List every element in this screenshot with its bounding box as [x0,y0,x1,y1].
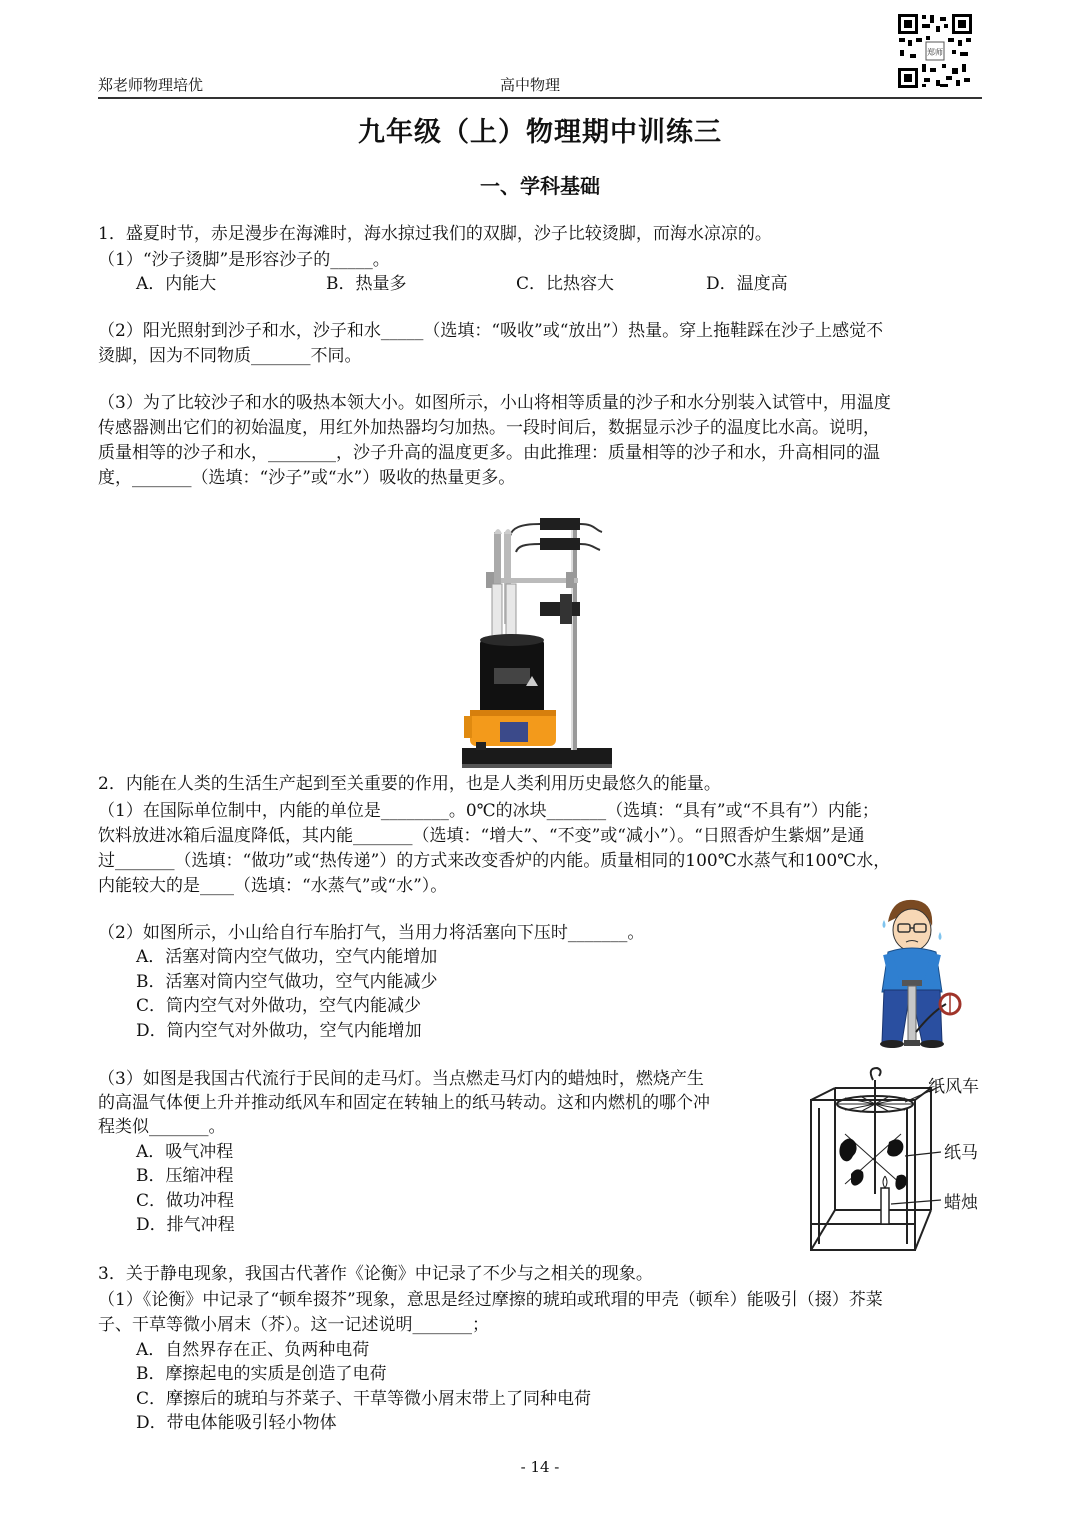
q2-part1-line3: 过_______（选填：“做功”或“热传递”）的方式来改变香炉的内能。质量相同的100℃水蒸气和100℃水， [98,851,891,871]
q3-option-a: A．自然界存在正、负两种电荷 [136,1340,370,1360]
q2-part3-option-c: C．做功冲程 [136,1191,235,1211]
q2-part2-option-b: B．活塞对筒内空气做功，空气内能减少 [136,972,438,992]
q3-part1-line1: （1）《论衡》中记录了“顿牟掇芥”现象，意思是经过摩擦的琥珀或玳瑁的甲壳（顿牟）能吸引（掇）芥菜 [98,1290,883,1310]
page-number: - 14 - [520,1458,560,1476]
header-left: 郑老师物理培优 [98,76,204,94]
svg-text:郑师: 郑师 [927,48,943,57]
q2-part2-option-d: D．筒内空气对外做功，空气内能增加 [136,1021,422,1041]
q1-part3-line2: 传感器测出它们的初始温度，用红外加热器均匀加热。一段时间后，数据显示沙子的温度比水高。说明， [98,418,880,438]
header-center: 高中物理 [500,76,561,94]
q1-part3-line1: （3）为了比较沙子和水的吸热本领大小。如图所示，小山将相等质量的沙子和水分别装入试管中，用温度 [98,393,891,413]
lantern-figure [805,1064,945,1252]
lantern-label-windmill: 纸风车 [928,1077,979,1097]
heater-apparatus-figure [460,510,620,772]
q1-part3-line3: 质量相等的沙子和水，________，沙子升高的温度更多。由此推理：质量相等的沙子和水，升高相同的温 [98,443,880,463]
q1-option-d: D．温度高 [706,274,788,294]
section-heading: 一、学科基础 [480,174,600,198]
qr-code [896,12,974,90]
q2-part2-option-c: C．筒内空气对外做功，空气内能减少 [136,996,422,1016]
q1-option-c: C．比热容大 [516,274,615,294]
q1-option-b: B．热量多 [326,274,407,294]
q3-part1-line2: 子、干草等微小屑末（芥）。这一记述说明_______； [98,1315,489,1335]
q1-part3-line4: 度，_______（选填：“沙子”或“水”）吸收的热量更多。 [98,468,516,488]
q3-stem: 3．关于静电现象，我国古代著作《论衡》中记录了不少与之相关的现象。 [98,1264,653,1284]
q1-part2-line1: （2）阳光照射到沙子和水，沙子和水_____（选填：“吸收”或“放出”）热量。穿上拖鞋踩在沙子上感觉不 [98,321,884,341]
q2-part2: （2）如图所示，小山给自行车胎打气，当用力将活塞向下压时_______。 [98,923,645,943]
q2-part1-line1: （1）在国际单位制中，内能的单位是________。0℃的冰块_______（选填：“具有”或“不具有”）内能； [98,801,879,821]
q1-part1: （1）“沙子烫脚”是形容沙子的_____。 [98,250,390,270]
page-title: 九年级（上）物理期中训练三 [358,117,722,148]
q2-part3-option-b: B．压缩冲程 [136,1166,234,1186]
lantern-label-paper-horse: 纸马 [944,1143,978,1163]
q2-part3-line3: 程类似_______。 [98,1117,226,1137]
q2-part1-line4: 内能较大的是____（选填：“水蒸气”或“水”）。 [98,876,448,896]
q2-part3-line2: 的高温气体便上升并推动纸风车和固定在转轴上的纸马转动。这和内燃机的哪个冲 [98,1093,710,1113]
q2-part3-line1: （3）如图是我国古代流行于民间的走马灯。当点燃走马灯内的蜡烛时，燃烧产生 [98,1069,704,1089]
q2-part3-option-a: A．吸气冲程 [136,1142,234,1162]
bike-pump-figure [862,892,962,1050]
q3-option-b: B．摩擦起电的实质是创造了电荷 [136,1364,387,1384]
lantern-label-candle: 蜡烛 [944,1193,978,1213]
q1-option-a: A．内能大 [136,274,217,294]
q2-part2-option-a: A．活塞对筒内空气做功，空气内能增加 [136,947,438,967]
q3-option-c: C．摩擦后的琥珀与芥菜子、干草等微小屑末带上了同种电荷 [136,1389,592,1409]
q2-part1-line2: 饮料放进冰箱后温度降低，其内能_______（选填：“增大”、“不变”或“减小”）。“日照香炉生紫烟”是通 [98,826,865,846]
q3-option-d: D．带电体能吸引轻小物体 [136,1413,337,1433]
q2-stem: 2．内能在人类的生活生产起到至关重要的作用，也是人类利用历史最悠久的能量。 [98,774,721,794]
header-rule [98,97,982,99]
q1-stem: 1．盛夏时节，赤足漫步在海滩时，海水掠过我们的双脚，沙子比较烫脚，而海水凉凉的。 [98,224,772,244]
q1-part2-line2: 烫脚，因为不同物质_______不同。 [98,346,362,366]
q2-part3-option-d: D．排气冲程 [136,1215,235,1235]
